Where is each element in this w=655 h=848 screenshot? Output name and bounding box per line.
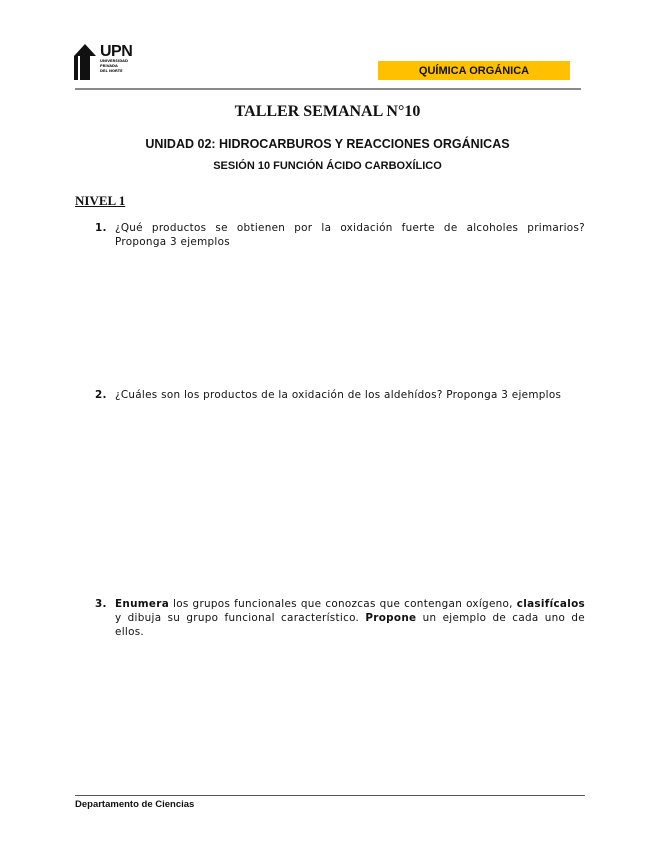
question-1 [95, 221, 585, 249]
question-text: ¿Cuáles son los productos de la oxidación de los aldehídos? Proponga 3 ejemplos [115, 389, 562, 401]
footer-department: Departamento de Ciencias [75, 799, 195, 810]
text-part: y dibuja su grupo funcional característico. [115, 612, 366, 624]
logo-subtext: PRIVADA [100, 64, 118, 68]
question-text [115, 597, 585, 639]
question-text: ¿Qué productos se obtienen por la oxidación fuerte de alcoholes primarios? Proponga 3 ejemplos [115, 222, 585, 248]
logo-upn-text: UPN [100, 43, 133, 60]
question-number: 1. [95, 222, 107, 234]
level-heading: NIVEL 1 [75, 193, 126, 208]
footer-divider [75, 795, 585, 796]
bold-propone: Propone [365, 612, 417, 624]
question-number: 2. [95, 389, 107, 401]
logo-subtext: UNIVERSIDAD [100, 59, 128, 63]
question-number: 3. [95, 598, 107, 610]
session-heading: SESIÓN 10 FUNCIÓN ÁCIDO CARBOXÍLICO [213, 160, 442, 172]
text-part: los grupos funcionales que conozcas que contengan oxígeno, [169, 598, 517, 610]
logo-subtext: DEL NORTE [100, 69, 123, 73]
course-badge: QUÍMICA ORGÁNICA [378, 61, 570, 80]
unit-heading: UNIDAD 02: HIDROCARBUROS Y REACCIONES ORGÁNICAS [145, 137, 510, 151]
upn-logo [74, 44, 132, 80]
bold-enumera: Enumera [115, 598, 170, 610]
question-2 [95, 388, 585, 402]
header-divider [75, 88, 581, 90]
document-title: TALLER SEMANAL N°10 [234, 103, 421, 120]
bold-clasificalos: clasifícalos [516, 598, 585, 610]
upn-arrow-icon [74, 44, 96, 80]
text-part: un ejemplo de cada uno de ellos. [115, 612, 585, 638]
question-3 [95, 597, 585, 639]
